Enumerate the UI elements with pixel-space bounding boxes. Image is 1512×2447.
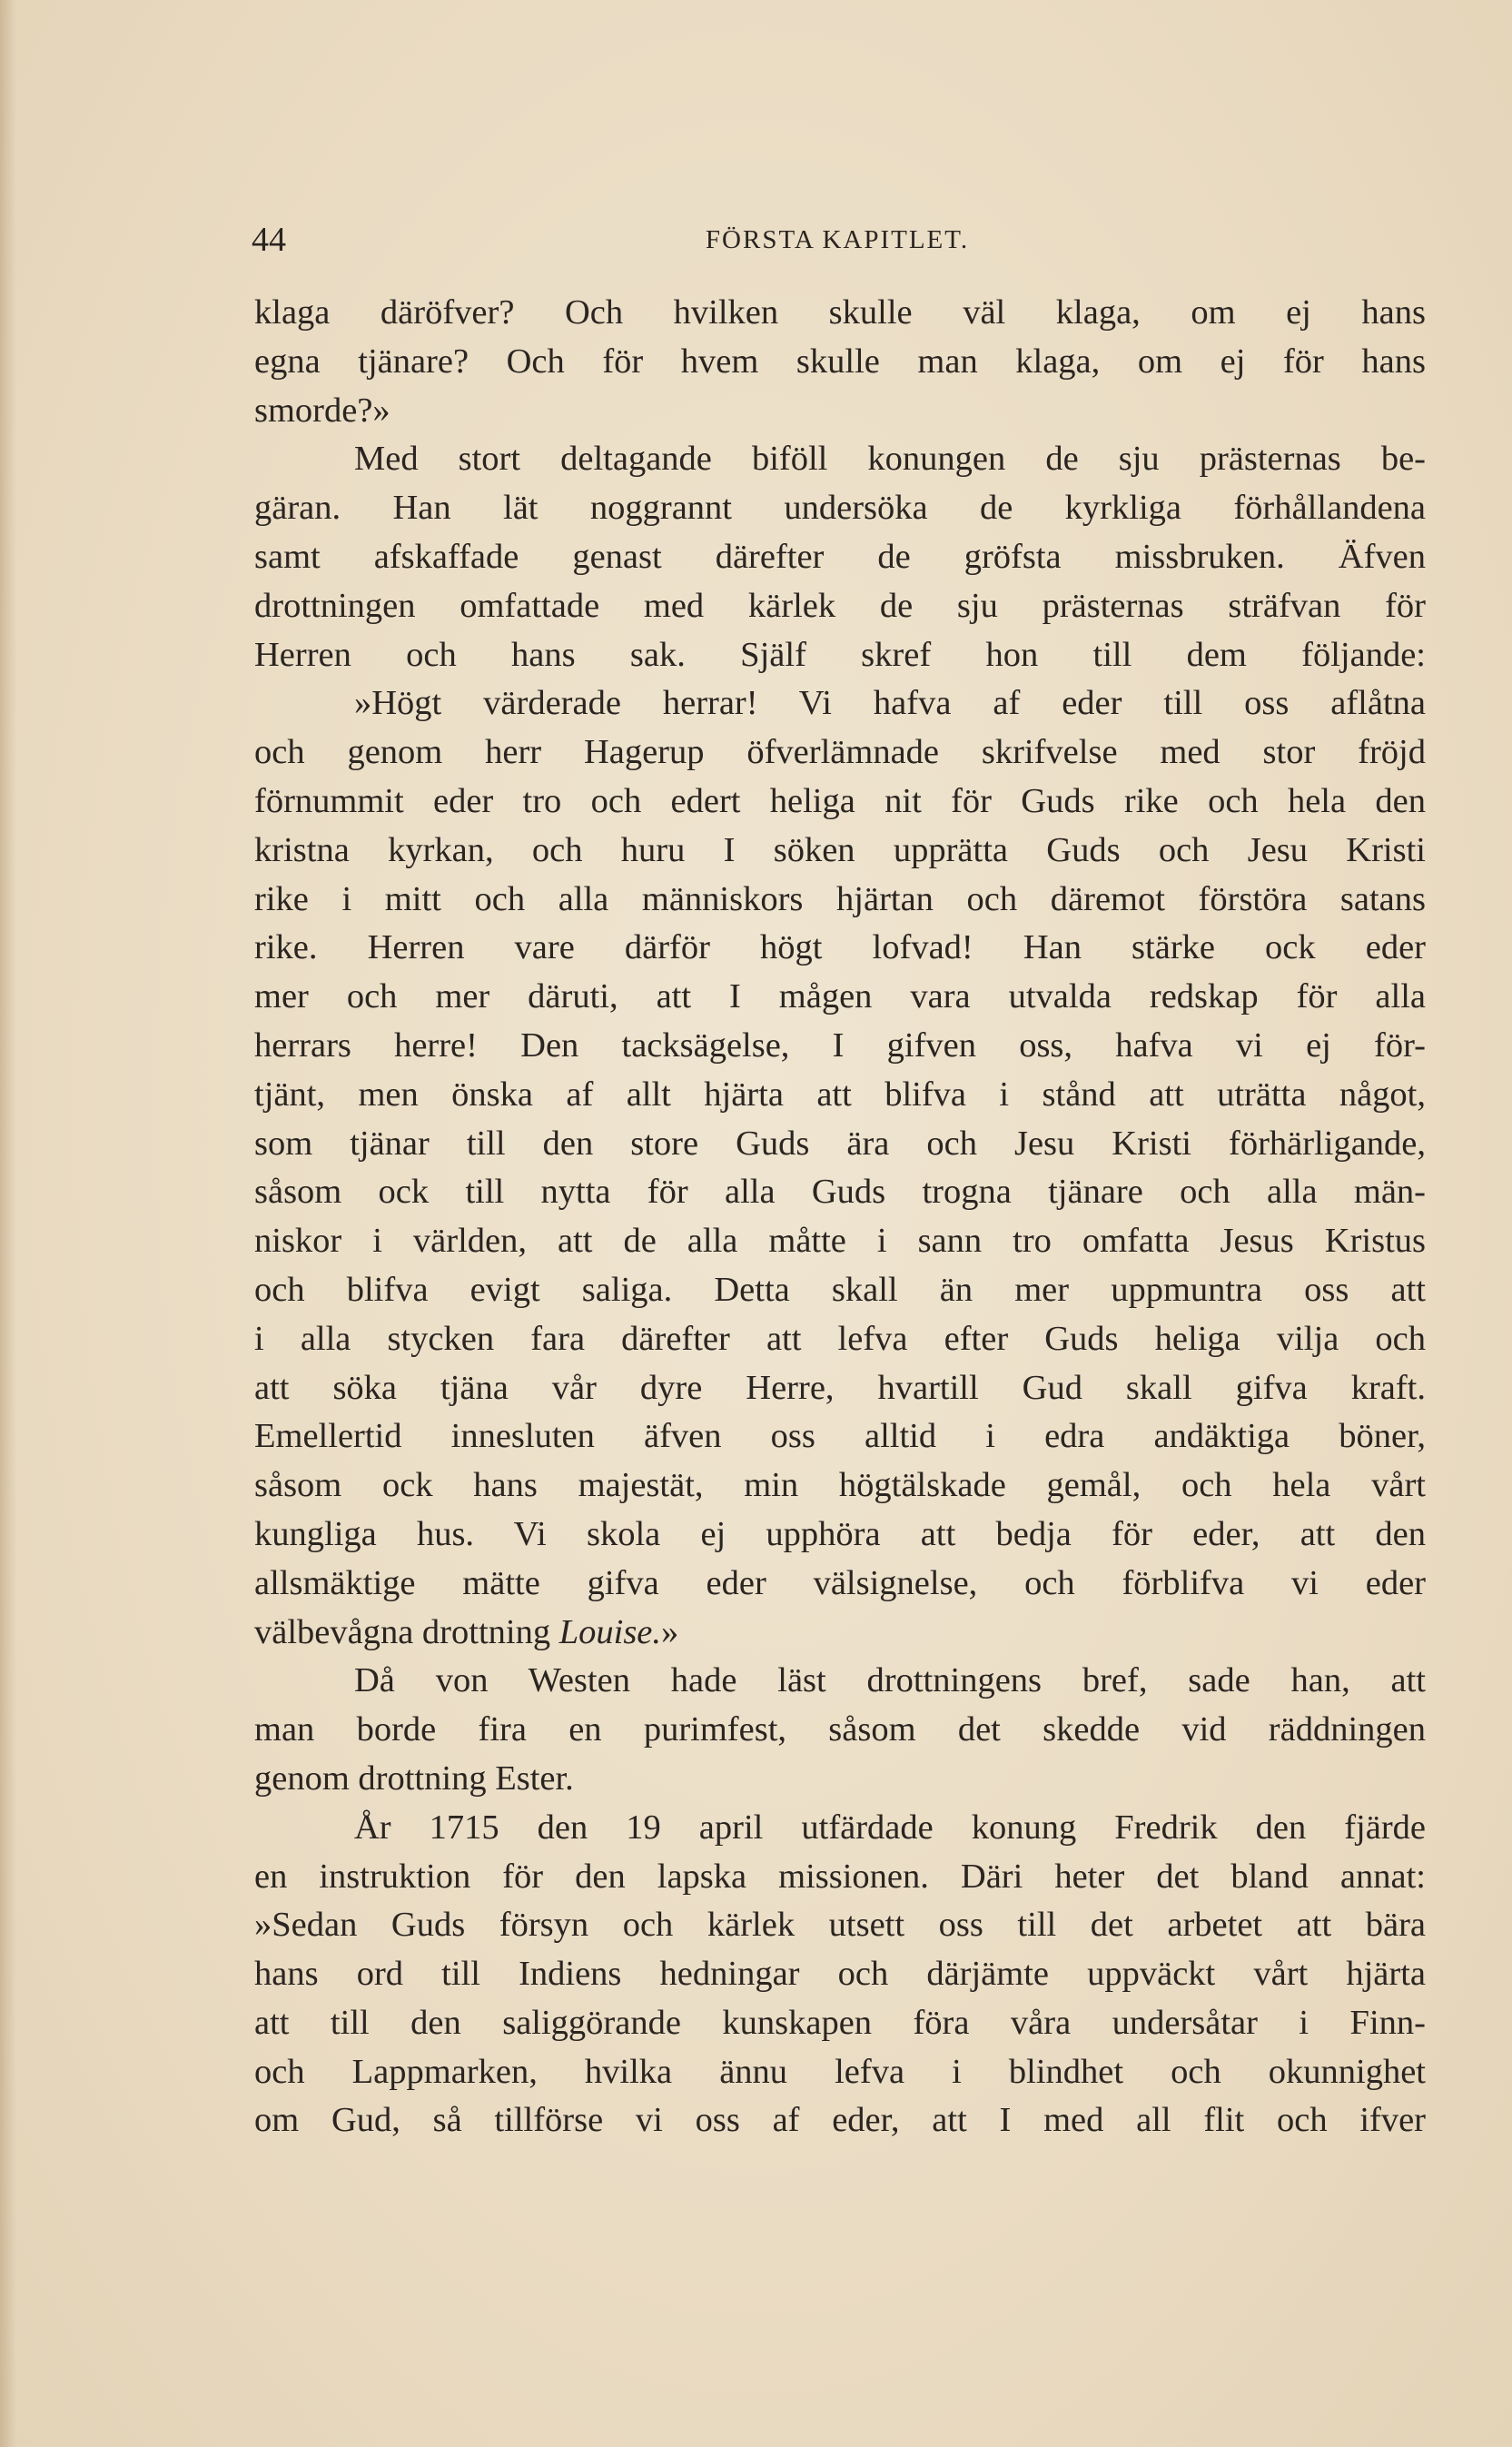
text-line	[254, 631, 1426, 680]
text-line-content: välbevågna drottning	[254, 1612, 559, 1651]
text-line-content: År 1715 den 19 april utfärdade konung Fredrik den fjärde	[354, 1808, 1426, 1847]
text-line	[254, 827, 1426, 876]
body-text	[254, 289, 1426, 2145]
text-line	[254, 1511, 1426, 1560]
text-line-content: och genom herr Hagerup öfverlämnade skrifvelse med stor fröjd	[254, 733, 1426, 772]
text-line-content: såsom ock hans majestät, min högtälskade gemål, och hela vårt	[254, 1466, 1426, 1505]
signature-name: Louise.	[558, 1612, 662, 1651]
text-line-content: samt afskaffade genast därefter de gröfsta missbruken. Äfven	[254, 537, 1426, 576]
text-line-content: smorde?»	[254, 391, 390, 430]
text-line-content: om Gud, så tillförse vi oss af eder, att I med all flit och ifver	[254, 2101, 1426, 2140]
text-line	[254, 533, 1426, 582]
text-line-content: en instruktion för den lapska missionen. Däri heter det bland annat:	[254, 1857, 1426, 1896]
text-line-content: genom drottning Ester.	[254, 1758, 574, 1798]
text-line-content: herrars herre! Den tacksägelse, I gifven oss, hafva vi ej för-	[254, 1025, 1426, 1065]
text-line-content: man borde fira en purimfest, såsom det skedde vid räddningen	[254, 1710, 1426, 1749]
text-line-content: drottningen omfattade med kärlek de sju prästernas sträfvan för	[254, 586, 1426, 625]
text-line-content: förnummit eder tro och edert heliga nit för Guds rike och hela den	[254, 781, 1426, 820]
text-line-content: och blifva evigt saliga. Detta skall än mer uppmuntra oss att	[254, 1270, 1426, 1309]
text-line	[254, 1168, 1426, 1217]
text-line	[254, 1804, 1426, 1853]
text-line	[254, 1071, 1426, 1120]
running-title: FÖRSTA KAPITLET.	[705, 225, 970, 254]
text-line	[254, 1412, 1426, 1461]
text-line	[254, 2096, 1426, 2145]
text-line-content: Med stort deltagande biföll konungen de sju prästernas be-	[354, 440, 1426, 479]
text-line-content: som tjänar till den store Guds ära och Jesu Kristi förhärligande,	[254, 1124, 1426, 1163]
text-line	[254, 1609, 1426, 1658]
text-line-content: hans ord till Indiens hedningar och därjämte uppväckt vårt hjärta	[254, 1955, 1426, 1994]
text-line	[254, 2048, 1426, 2097]
text-line	[254, 1022, 1426, 1071]
text-line	[254, 1120, 1426, 1169]
text-line-content: kristna kyrkan, och huru I söken upprätta Guds och Jesu Kristi	[254, 830, 1426, 869]
text-line-content: tjänt, men önska af allt hjärta att blifva i stånd att uträtta något,	[254, 1075, 1426, 1114]
page-edge-shadow	[0, 0, 16, 2447]
text-line-content: »Sedan Guds försyn och kärlek utsett oss till det arbetet att bära	[254, 1906, 1426, 1945]
text-line	[254, 1950, 1426, 1999]
text-line-content: »Högt värderade herrar! Vi hafva af eder till oss aflåtna	[354, 684, 1426, 723]
text-line	[254, 1657, 1426, 1706]
text-line	[254, 1755, 1426, 1804]
text-line	[254, 484, 1426, 533]
text-line-content: niskor i världen, att de alla måtte i sann tro omfatta Jesus Kristus	[254, 1222, 1426, 1261]
text-line	[254, 1364, 1426, 1413]
text-line	[254, 1999, 1426, 2048]
text-line	[254, 876, 1426, 925]
closing-quote: »	[661, 1612, 679, 1651]
text-line	[254, 1266, 1426, 1315]
text-line-content: i alla stycken fara därefter att lefva efter Guds heliga vilja och	[254, 1319, 1426, 1358]
text-line	[254, 1461, 1426, 1511]
page-number: 44	[252, 221, 286, 259]
text-line	[254, 924, 1426, 973]
text-line-content: kungliga hus. Vi skola ej upphöra att bedja för eder, att den	[254, 1514, 1426, 1553]
text-line-content: rike i mitt och alla människors hjärtan och däremot förstöra satans	[254, 879, 1426, 918]
text-line	[254, 973, 1426, 1022]
text-line-content: allsmäktige mätte gifva eder välsignelse, och förblifva vi eder	[254, 1563, 1426, 1602]
text-line	[254, 1901, 1426, 1950]
text-line	[254, 582, 1426, 631]
text-line	[254, 1853, 1426, 1902]
text-line	[254, 679, 1426, 728]
text-line	[254, 728, 1426, 778]
text-line-content: att till den saliggörande kunskapen föra våra undersåtar i Finn-	[254, 2003, 1426, 2042]
text-line-content: Då von Westen hade läst drottningens bref, sade han, att	[354, 1661, 1426, 1700]
text-line-content: såsom ock till nytta för alla Guds trogna tjänare och alla män-	[254, 1173, 1426, 1212]
text-line	[254, 387, 1426, 436]
text-line	[254, 1315, 1426, 1364]
text-line-content: gäran. Han lät noggrannt undersöka de kyrkliga förhållandena	[254, 489, 1426, 528]
text-line	[254, 1560, 1426, 1609]
text-line	[254, 435, 1426, 484]
text-line	[254, 338, 1426, 387]
text-line	[254, 1706, 1426, 1755]
text-line-content: att söka tjäna vår dyre Herre, hvartill Gud skall gifva kraft.	[254, 1368, 1426, 1407]
text-line	[254, 1217, 1426, 1266]
text-line-content: egna tjänare? Och för hvem skulle man klaga, om ej för hans	[254, 342, 1426, 381]
text-line-content: och Lappmarken, hvilka ännu lefva i blindhet och okunnighet	[254, 2052, 1426, 2091]
text-line-content: rike. Herren vare därför högt lofvad! Han stärke ock eder	[254, 928, 1426, 967]
text-line	[254, 289, 1426, 338]
text-line	[254, 778, 1426, 827]
text-line-content: Herren och hans sak. Själf skref hon till dem följande:	[254, 635, 1426, 674]
text-line-content: mer och mer däruti, att I mågen vara utvalda redskap för alla	[254, 977, 1426, 1016]
page-header	[252, 218, 1423, 263]
text-line-content: klaga däröfver? Och hvilken skulle väl klaga, om ej hans	[254, 293, 1426, 332]
text-line-content: Emellertid inneslutеn äfven oss alltid i edra andäktiga böner,	[254, 1417, 1426, 1456]
